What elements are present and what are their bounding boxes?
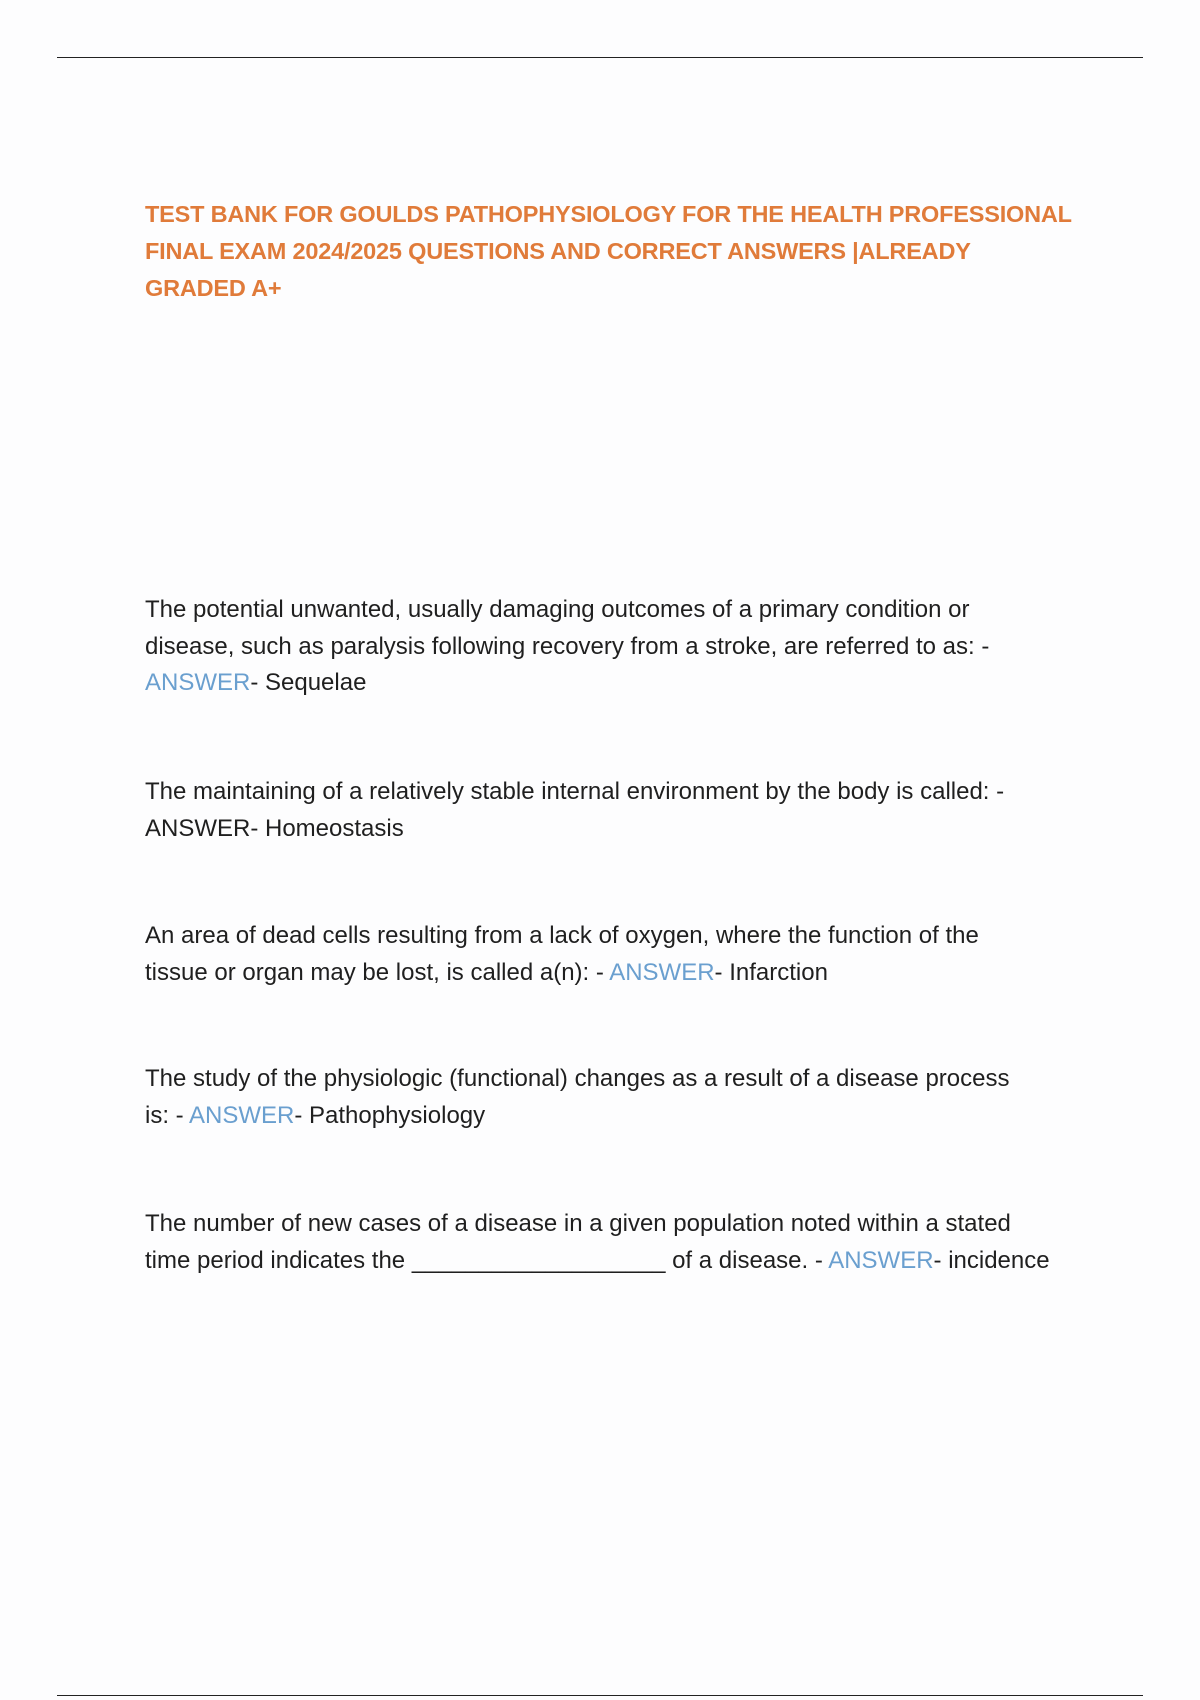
answer-text: - incidence [933, 1246, 1050, 1274]
answer-text: - Pathophysiology [294, 1101, 486, 1129]
answer-line [145, 1098, 1145, 1135]
question-line: The study of the physiologic (functional) changes as a result of a disease process [145, 1065, 1010, 1092]
answer-label: ANSWER [145, 669, 251, 696]
bottom-divider [57, 1695, 1143, 1696]
title-line-1: TEST BANK FOR GOULDS PATHOPHYSIOLOGY FOR THE HEALTH PROFESSIONAL [145, 201, 1072, 227]
answer-text: - Infarction [714, 958, 828, 986]
question-line: The potential unwanted, usually damaging outcomes of a primary condition or [145, 596, 970, 623]
question-item-homeostasis [145, 774, 1145, 847]
answer-text: - Sequelae [250, 669, 367, 696]
title-line-2: FINAL EXAM 2024/2025 QUESTIONS AND CORRECT ANSWERS |ALREADY [145, 238, 971, 264]
question-text: time period indicates the ___________________ of a disease. - [145, 1246, 829, 1274]
document-title [145, 196, 1105, 307]
question-line: disease, such as paralysis following recovery from a stroke, are referred to as: - [145, 632, 990, 660]
title-line-3: GRADED A+ [145, 275, 282, 301]
question-item-pathophysiology [145, 1061, 1145, 1134]
answer-line: ANSWER- Homeostasis [145, 814, 404, 842]
question-item-incidence [145, 1206, 1145, 1279]
answer-label: ANSWER [189, 1101, 295, 1129]
question-line: The number of new cases of a disease in a given population noted within a stated [145, 1210, 1011, 1237]
answer-line [145, 665, 1145, 702]
question-item-infarction [145, 918, 1145, 991]
top-divider [57, 57, 1143, 58]
question-text: is: - [145, 1101, 190, 1129]
answer-line [145, 955, 1145, 992]
question-line: The maintaining of a relatively stable internal environment by the body is called: - [145, 778, 1005, 805]
answer-label: ANSWER [609, 958, 715, 986]
answer-line [145, 1243, 1145, 1280]
question-item-sequelae [145, 592, 1145, 702]
question-line: An area of dead cells resulting from a lack of oxygen, where the function of the [145, 922, 979, 949]
answer-label: ANSWER [828, 1246, 934, 1274]
question-text: tissue or organ may be lost, is called a(n): - [145, 958, 610, 986]
